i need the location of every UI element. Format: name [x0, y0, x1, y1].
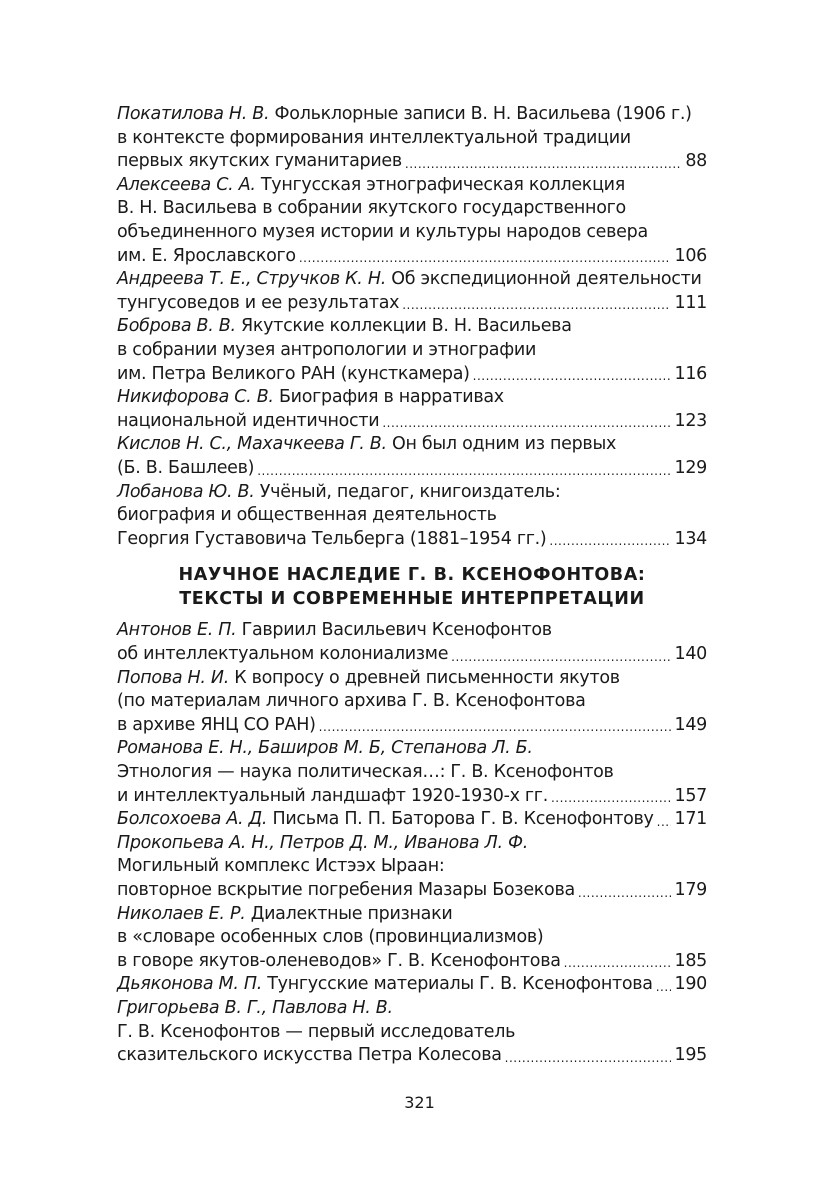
toc-entry: [117, 808, 707, 832]
toc-entry-page: 111: [674, 292, 707, 313]
toc-entry-author: Романова Е. Н., Баширов М. Б, Степанова Л. Б.: [117, 738, 533, 759]
toc-entry-title: Он был одним из первых: [386, 434, 617, 455]
dot-leader: [505, 1044, 672, 1068]
toc-entry-line: [117, 504, 707, 528]
toc-entry-text: [117, 245, 296, 269]
dot-leader: [451, 643, 671, 667]
dot-leader: [657, 808, 672, 832]
toc-entry-title: Г. В. Ксенофонтов — первый исследователь: [117, 1021, 516, 1042]
toc-entry-author: Лобанова Ю. В.: [117, 481, 255, 502]
toc-entry-line: [117, 903, 707, 927]
toc-entry-author: Николаев Е. Р.: [117, 903, 246, 924]
toc-entry-page: 149: [674, 714, 707, 735]
toc-entry: [117, 386, 707, 433]
toc-entry-author: Боброва В. В.: [117, 316, 236, 337]
dot-leader: [551, 785, 672, 809]
toc-entry: [117, 174, 707, 268]
toc-entry: [117, 667, 707, 738]
toc-entry-title: В. Н. Васильева в собрании якутского государственного: [117, 198, 626, 219]
dot-leader: [402, 292, 671, 316]
toc-entry-title: Учёный, педагог, книгоиздатель:: [254, 481, 561, 502]
toc-entry-text: [117, 481, 560, 505]
toc-entry-page: 140: [674, 644, 707, 665]
toc-entry-line: [117, 127, 707, 151]
toc-entry-text: [117, 410, 379, 434]
toc-entry-page: 106: [674, 245, 707, 266]
toc-entry-page: 123: [674, 410, 707, 431]
toc-entry-title: и интеллектуальный ландшафт 1920-1930-х гг.: [117, 785, 548, 806]
toc-entry-title: (Б. В. Башлеев): [117, 457, 255, 478]
toc-entry-title: национальной идентичности: [117, 410, 380, 431]
toc-entry-line: [117, 339, 707, 363]
dot-leader: [656, 973, 672, 997]
toc-entry-text: [117, 714, 316, 738]
toc-entry-text: [117, 785, 548, 809]
toc-entry-text: [117, 103, 692, 127]
toc-entry-title: Гавриил Васильевич Ксенофонтов: [236, 620, 552, 641]
toc-entry: [117, 737, 707, 808]
toc-entries-part2: [117, 619, 707, 1067]
toc-entry-text: [117, 386, 504, 410]
toc-entry-line: [117, 315, 707, 339]
toc-entry-text: [117, 292, 399, 316]
toc-entry-line: [117, 197, 707, 221]
toc-entry-author: Антонов Е. П.: [117, 620, 237, 641]
toc-entry-author: Болсохоева А. Д.: [117, 809, 268, 830]
toc-entry-line: [117, 785, 707, 809]
toc-entry-title: Георгия Густавовича Тельберга (1881–1954 гг.): [117, 528, 547, 549]
toc-entry-text: [117, 315, 572, 339]
toc-entry-text: [117, 457, 254, 481]
toc-entry-line: [117, 997, 707, 1021]
toc-entry-title: в собрании музея антропологии и этнографии: [117, 339, 537, 360]
dot-leader: [473, 363, 672, 387]
toc-entry-text: [117, 1021, 515, 1045]
toc-entry-text: [117, 667, 620, 691]
toc-entry-title: Могильный комплекс Истээх Ыраан:: [117, 856, 445, 877]
toc-entry-line: [117, 363, 707, 387]
toc-entry-text: [117, 339, 536, 363]
toc-entry-line: [117, 1044, 707, 1068]
toc-entry-text: [117, 1044, 502, 1068]
toc-entry-line: [117, 643, 707, 667]
section-heading: [117, 564, 707, 611]
toc-entry-line: [117, 761, 707, 785]
toc-entry-text: [117, 619, 552, 643]
section-heading-line2: ТЕКСТЫ И СОВРЕМЕННЫЕ ИНТЕРПРЕТАЦИИ: [179, 588, 645, 609]
toc-entry: [117, 481, 707, 552]
toc-entry-line: [117, 150, 707, 174]
toc-entry-text: [117, 879, 575, 903]
toc-entry-author: Алексеева С. А.: [117, 174, 256, 195]
toc-entry-line: [117, 528, 707, 552]
toc-entry-line: [117, 714, 707, 738]
toc-entry-line: [117, 879, 707, 903]
toc-entry-title: К вопросу о древней письменности якутов: [228, 667, 620, 688]
toc-entry-title: биография и общественная деятельность: [117, 505, 497, 526]
toc-entry-line: [117, 481, 707, 505]
toc-entry-line: [117, 221, 707, 245]
table-of-contents: [117, 103, 707, 1068]
dot-leader: [564, 950, 672, 974]
toc-entry-title: первых якутских гуманитариев: [117, 151, 402, 172]
toc-entry-author: Покатилова Н. В.: [117, 104, 270, 124]
toc-entry-line: [117, 103, 707, 127]
toc-entry: [117, 268, 707, 315]
toc-entry: [117, 903, 707, 974]
toc-entry-line: [117, 950, 707, 974]
toc-entry-author: Попова Н. И.: [117, 667, 229, 688]
toc-entry-title: в контексте формирования интеллектуальной традиции: [117, 127, 631, 148]
toc-entry-text: [117, 808, 654, 832]
toc-entry-title: в архиве ЯНЦ СО РАН): [117, 714, 316, 735]
toc-entry-page: 190: [674, 974, 707, 995]
toc-entry-text: [117, 197, 626, 221]
toc-entry-author: Григорьева В. Г., Павлова Н. В.: [117, 997, 393, 1018]
toc-entry-page: 195: [674, 1045, 707, 1066]
toc-entry-title: Об экспедиционной деятельности: [385, 269, 702, 290]
toc-entry-title: Тунгусские материалы Г. В. Ксенофонтова: [262, 974, 653, 995]
toc-entry-page: 134: [674, 528, 707, 549]
dot-leader: [405, 150, 682, 174]
toc-entry-text: [117, 268, 702, 292]
toc-entry-author: Андреева Т. Е., Стручков К. Н.: [117, 269, 386, 290]
dot-leader: [549, 528, 671, 552]
toc-entry-text: [117, 926, 543, 950]
toc-entry: [117, 997, 707, 1068]
toc-entry-text: [117, 504, 497, 528]
page-number: 321: [404, 1093, 435, 1112]
toc-entry-line: [117, 268, 707, 292]
toc-entry-author: Дьяконова М. П.: [117, 974, 262, 995]
dot-leader: [319, 714, 672, 738]
toc-entry-text: [117, 855, 444, 879]
toc-entry-author: Прокопьева А. Н., Петров Д. М., Иванова Л. Ф.: [117, 832, 529, 853]
toc-entry-author: Кислов Н. С., Махачкеева Г. В.: [117, 434, 387, 455]
toc-entry-title: тунгусоведов и ее результатах: [117, 292, 400, 313]
toc-entry-line: [117, 410, 707, 434]
toc-entry-text: [117, 832, 528, 856]
dot-leader: [257, 457, 671, 481]
toc-entry-title: Письма П. П. Баторова Г. В. Ксенофонтову: [267, 809, 654, 830]
toc-entry-line: [117, 808, 707, 832]
toc-entry-title: сказительского искусства Петра Колесова: [117, 1045, 502, 1066]
toc-entry-page: 88: [685, 151, 707, 172]
toc-entry-text: [117, 997, 393, 1021]
toc-entry-text: [117, 174, 625, 198]
toc-entry-text: [117, 903, 452, 927]
toc-entry-title: об интеллектуальном колониализме: [117, 644, 449, 665]
toc-entry-author: Никифорова С. В.: [117, 387, 274, 408]
toc-entry-page: 179: [674, 880, 707, 900]
toc-entry-line: [117, 667, 707, 691]
toc-entry-title: Якутские коллекции В. Н. Васильева: [235, 316, 572, 337]
toc-entry-title: в «словаре особенных слов (провинциализмов): [117, 927, 544, 948]
toc-entry-text: [117, 737, 533, 761]
toc-entry-title: Тунгусская этнографическая коллекция: [255, 174, 625, 195]
toc-entry-text: [117, 433, 616, 457]
toc-entry-line: [117, 386, 707, 410]
toc-entry-line: [117, 433, 707, 457]
toc-entry-line: [117, 832, 707, 856]
toc-entry-text: [117, 363, 470, 387]
toc-entry: [117, 103, 707, 174]
toc-entry-text: [117, 528, 546, 552]
toc-entries-part1: [117, 103, 707, 551]
toc-entry-title: Биография в нарративах: [273, 387, 504, 408]
toc-entry: [117, 619, 707, 666]
toc-entry-line: [117, 174, 707, 198]
toc-entry-line: [117, 973, 707, 997]
toc-entry-page: 116: [674, 363, 707, 384]
toc-entry-title: Фольклорные записи В. Н. Васильева (1906 г.): [269, 104, 692, 124]
toc-entry: [117, 315, 707, 386]
toc-entry-title: им. Е. Ярославского: [117, 245, 296, 266]
toc-entry-line: [117, 690, 707, 714]
toc-entry-line: [117, 1021, 707, 1045]
toc-entry-page: 157: [674, 785, 707, 806]
toc-entry-text: [117, 973, 653, 997]
toc-entry-text: [117, 761, 614, 785]
dot-leader: [578, 879, 672, 903]
toc-entry-text: [117, 127, 631, 151]
toc-entry-line: [117, 457, 707, 481]
toc-entry-page: 171: [674, 809, 707, 830]
toc-entry-text: [117, 950, 561, 974]
toc-entry-text: [117, 150, 402, 174]
toc-entry-text: [117, 221, 648, 245]
toc-entry: [117, 973, 707, 997]
toc-entry-text: [117, 643, 448, 667]
toc-entry-line: [117, 737, 707, 761]
toc-entry-text: [117, 690, 586, 714]
section-heading-line1: НАУЧНОЕ НАСЛЕДИЕ Г. В. КСЕНОФОНТОВА:: [178, 565, 646, 586]
toc-entry-title: объединенного музея истории и культуры народов севера: [117, 221, 648, 242]
toc-entry-title: повторное вскрытие погребения Мазары Бозекова: [117, 880, 575, 900]
toc-entry: [117, 832, 707, 903]
toc-entry-title: им. Петра Великого РАН (кунсткамера): [117, 363, 470, 384]
toc-entry-title: Этнология — наука политическая…: Г. В. Ксенофонтов: [117, 762, 614, 783]
toc-entry-page: 185: [674, 950, 707, 971]
toc-entry-title: в говоре якутов-оленеводов» Г. В. Ксенофонтова: [117, 950, 561, 971]
toc-entry-title: (по материалам личного архива Г. В. Ксенофонтова: [117, 691, 586, 712]
toc-entry-line: [117, 855, 707, 879]
toc-entry-line: [117, 926, 707, 950]
dot-leader: [382, 410, 671, 434]
toc-entry-line: [117, 619, 707, 643]
toc-entry-line: [117, 245, 707, 269]
toc-entry: [117, 433, 707, 480]
toc-entry-title: Диалектные признаки: [245, 903, 453, 924]
dot-leader: [299, 245, 672, 269]
toc-entry-line: [117, 292, 707, 316]
toc-entry-page: 129: [674, 457, 707, 478]
